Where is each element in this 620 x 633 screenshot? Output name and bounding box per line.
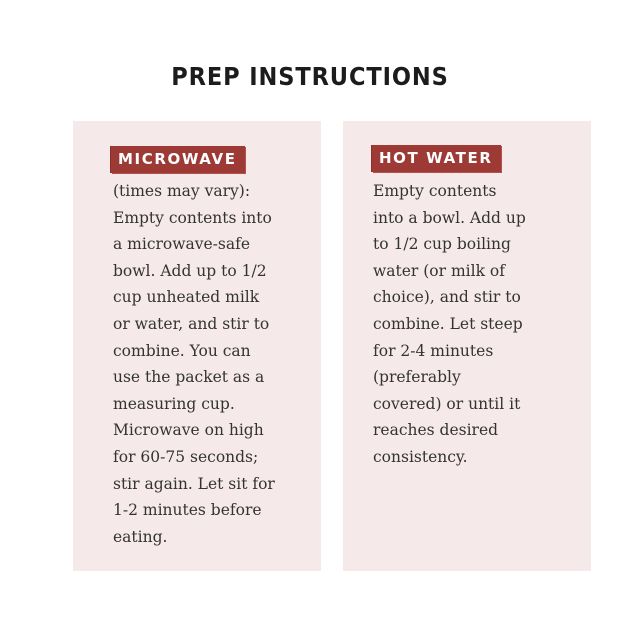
microwave-label-badge: MICROWAVE	[111, 146, 245, 173]
hot-water-card	[343, 121, 591, 571]
hot-water-instructions: Empty contents into a bowl. Add up to 1/2 cup boiling water (or milk of choice), and stir to combine. Let steep for 2-4 minutes (preferably covered) or until it reaches desired consistency.	[373, 182, 526, 466]
microwave-card	[73, 121, 321, 571]
hot-water-label-badge: HOT WATER	[372, 145, 501, 172]
page-title: PREP INSTRUCTIONS	[171, 62, 449, 91]
microwave-instructions: (times may vary): Empty contents into a microwave-safe bowl. Add up to 1/2 cup unheated milk or water, and stir to combine. You can use the packet as a measuring cup. Microwave on high for 60-75 seconds; stir again. Let sit for 1-2 minutes before eating.	[113, 182, 275, 546]
